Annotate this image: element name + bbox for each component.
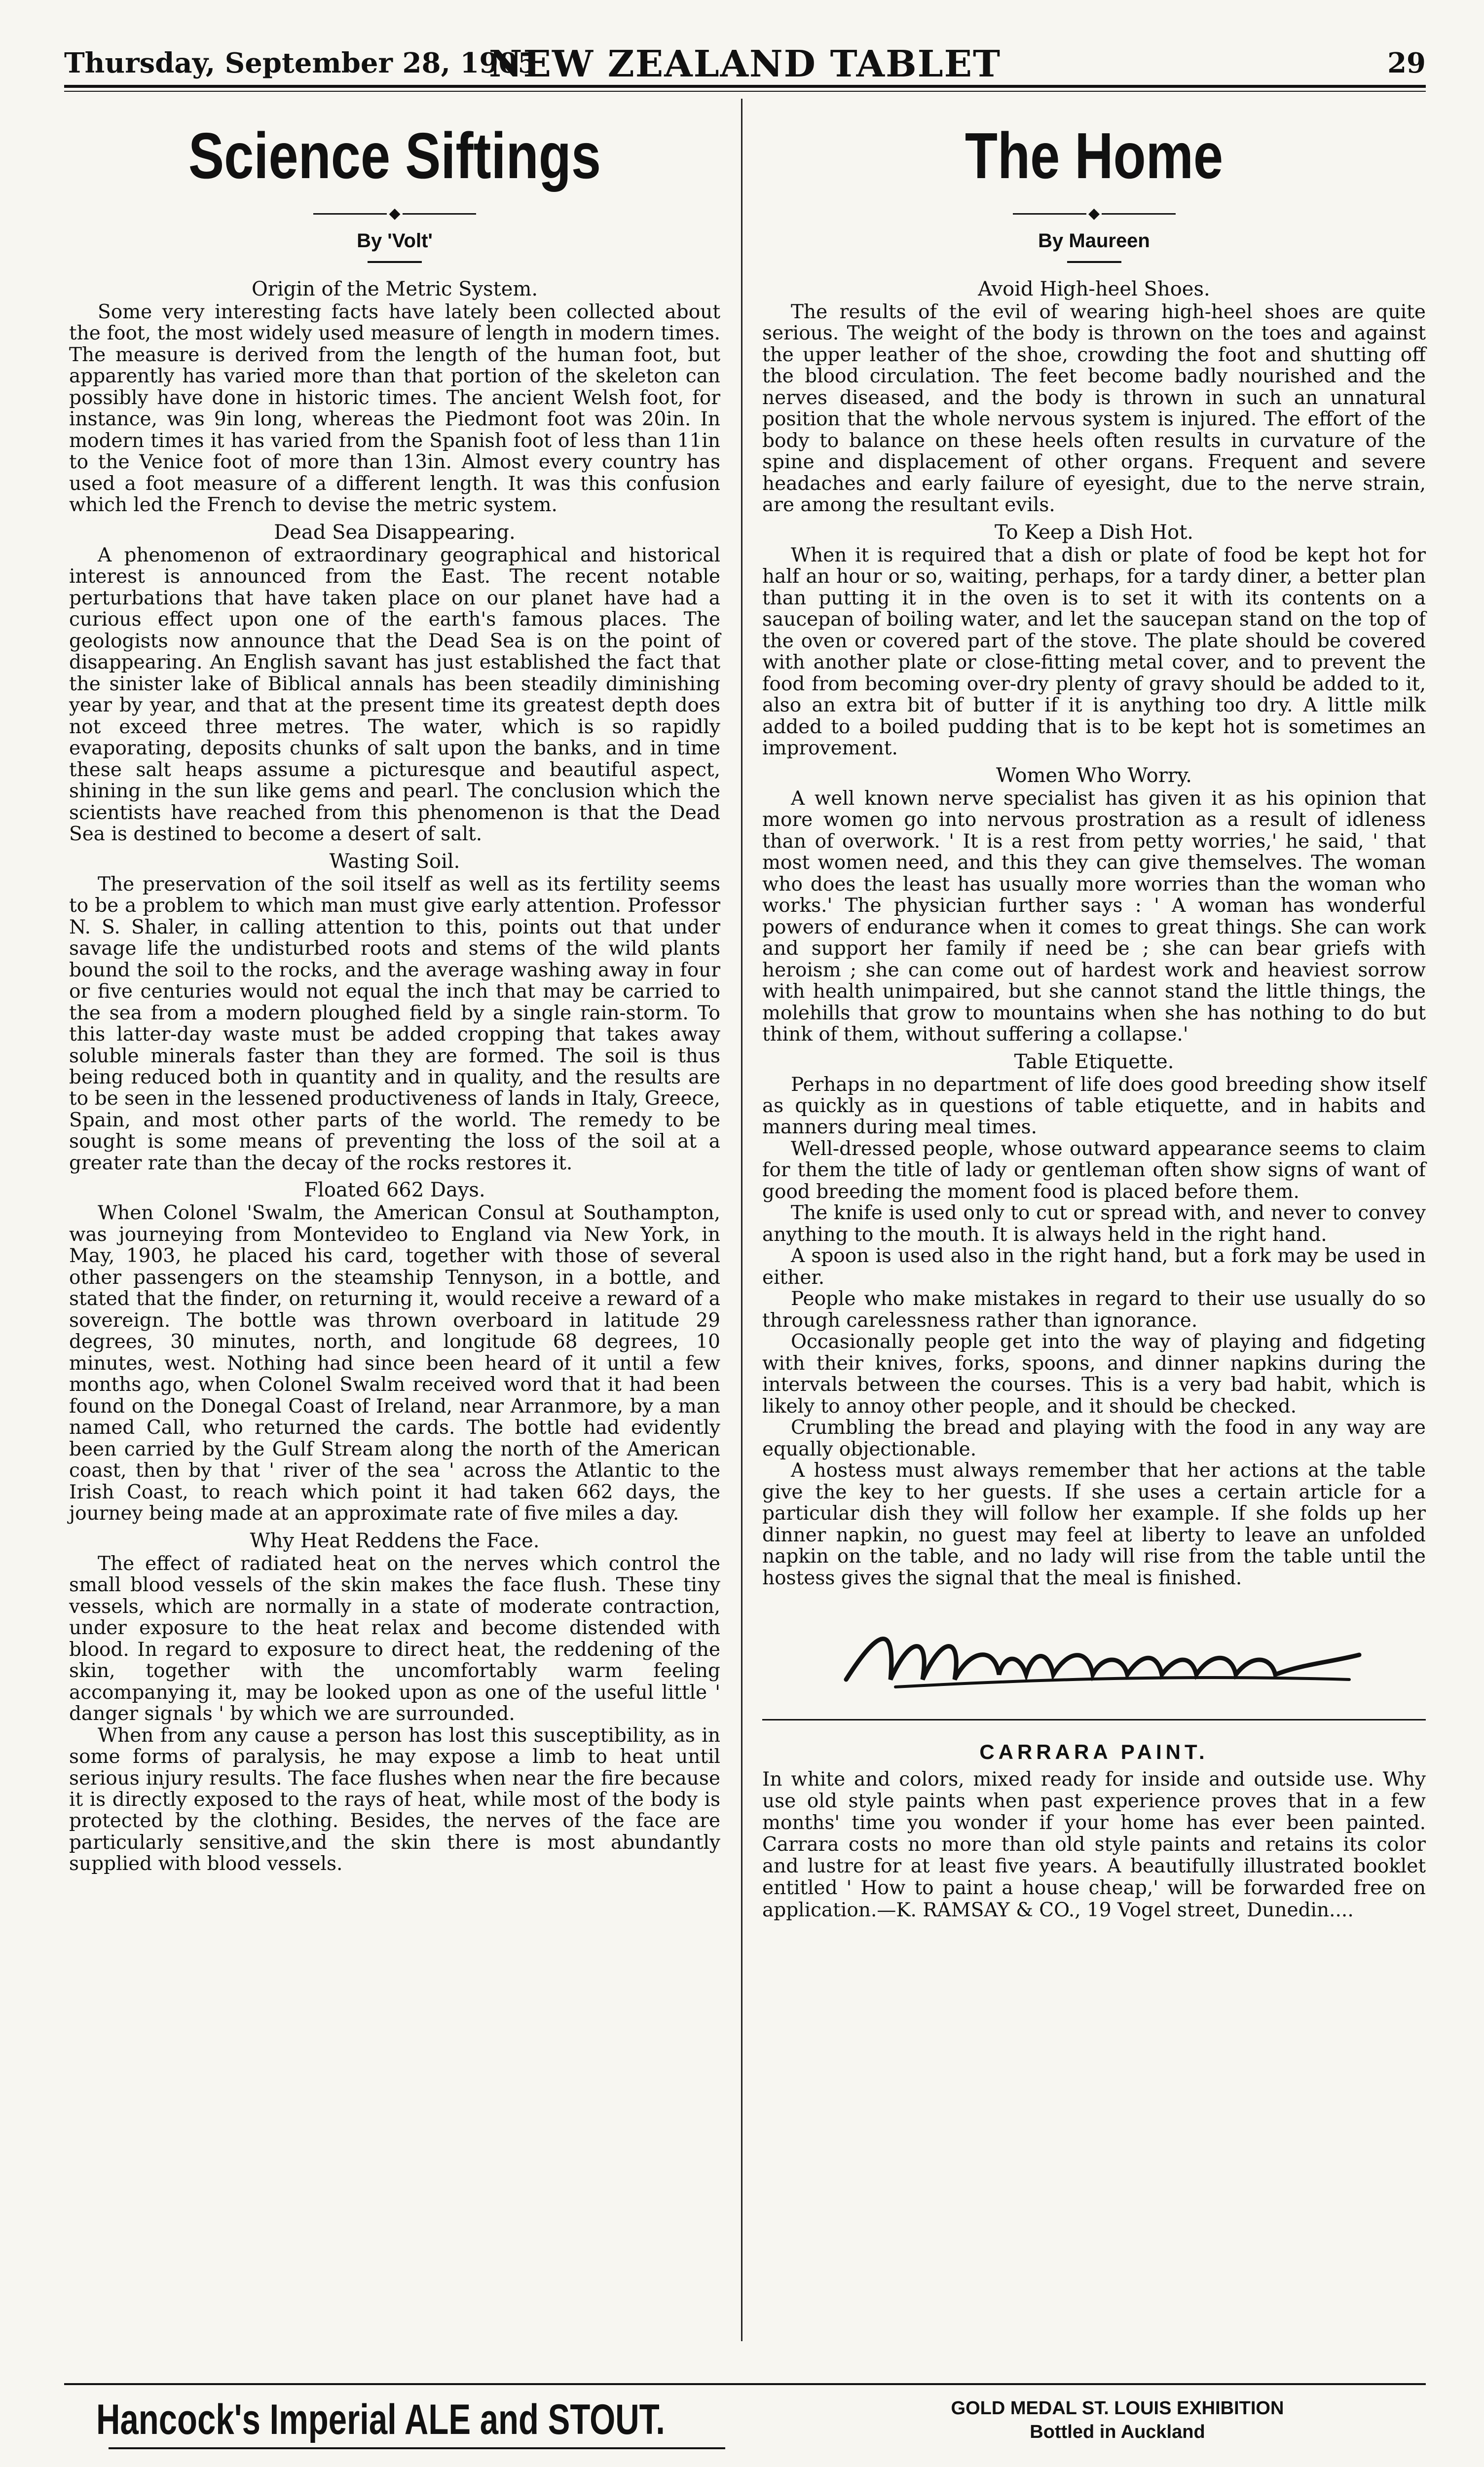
short-rule bbox=[368, 261, 422, 263]
diamond-ornament-icon: ◆ bbox=[389, 205, 401, 222]
title-ornament bbox=[313, 206, 476, 221]
etiquette-paragraph-6: Occasionally people get into the way of playing and fidgeting with their knives, forks, spoons, and dinner napkins during the intervals between the courses. This is a very bad habit, which is likely to annoy other people, and it should be checked. bbox=[762, 1331, 1426, 1418]
hancocks-ale-advert: Hancock's Imperial ALE and STOUT. bbox=[96, 2396, 665, 2443]
heat-face-heading: Why Heat Reddens the Face. bbox=[250, 1529, 540, 1552]
metric-paragraph: Some very interesting facts have lately been collected about the foot, the most widely used measure of length in modern times. The measure is derived from the length of the human foot, but apparently has varied more than that portion of the skeleton can possibly have done in historic times. The ancient Welsh foot, for instance, was 9in long, whereas the Piedmont foot was 20in. In modern times it has varied from the Spanish foot of less than 11in to the Venice foot of more than 13in. Almost every country has used a foot measure of a different length. It was this confusion which led the French to devise the metric system. bbox=[69, 301, 720, 517]
science-section-title: Science Siftings bbox=[188, 119, 601, 192]
carrara-paint-title: CARRARA PAINT. bbox=[979, 1740, 1209, 1764]
etiquette-paragraph-2: Well-dressed people, whose outward appearance seems to claim for them the title of lady or gentleman often show signs of want of good breeding the moment food is placed before them. bbox=[762, 1137, 1426, 1203]
header-rule-thick bbox=[64, 85, 1426, 88]
etiquette-paragraph-5: People who make mistakes in regard to their use usually do so through carelessness rather than ignorance. bbox=[762, 1288, 1426, 1332]
bottled-line: Bottled in Auckland bbox=[1030, 2421, 1205, 2442]
signature-script-icon bbox=[836, 1606, 1369, 1699]
page-header bbox=[64, 43, 1426, 86]
header-rule-thin bbox=[64, 91, 1426, 92]
dead-sea-heading: Dead Sea Disappearing. bbox=[274, 521, 516, 544]
wasting-soil-heading: Wasting Soil. bbox=[329, 850, 460, 873]
heat-face-paragraph-1: The effect of radiated heat on the nerves which control the small blood vessels of the skin makes the face flush. These tiny vessels, which are normally in a state of moderate contraction, under exposure to the heat relax and become distended with blood. In regard to exposure to direct heat, the reddening of the skin, together with the uncomfortably warm feeling accompanying it, may be looked upon as one of the useful little ' danger signals ' by which we are surrounded. bbox=[69, 1552, 720, 1725]
table-etiquette-heading: Table Etiquette. bbox=[1014, 1050, 1174, 1073]
floated-days-heading: Floated 662 Days. bbox=[304, 1179, 485, 1202]
science-byline: By 'Volt' bbox=[357, 230, 433, 252]
etiquette-paragraph-7: Crumbling the bread and playing with the food in any way are equally objectionable. bbox=[762, 1417, 1426, 1460]
science-siftings-column bbox=[69, 109, 720, 1875]
carrara-paint-body: In white and colors, mixed ready for inside and outside use. Why use old style paints when past experience proves that in a few months' time you wonder if your home has ever been painted. Carrara costs no more than old style paints and retains its color and lustre for at least five years. A beautifully illustrated booklet entitled ' How to paint a house cheap,' will be forwarded free on application.—K. RAMSAY & CO., 19 Vogel street, Dunedin.... bbox=[762, 1768, 1426, 1921]
home-byline: By Maureen bbox=[1038, 230, 1150, 252]
gold-medal-notice bbox=[799, 2397, 1436, 2444]
home-section-title: The Home bbox=[965, 119, 1224, 192]
footer-rule bbox=[64, 2383, 1426, 2385]
gold-medal-line: GOLD MEDAL ST. LOUIS EXHIBITION bbox=[951, 2398, 1284, 2419]
metric-heading: Origin of the Metric System. bbox=[251, 278, 538, 300]
column-divider bbox=[741, 99, 742, 2341]
women-worry-paragraph: A well known nerve specialist has given it as his opinion that more women go into nervous prostration as a result of idleness than of overwork. ' It is a rest from petty worries,' he said, ' that most women need, and this they can give themselves. The woman who does the least has usually more worries than the woman who works.' The physician further says : ' A woman has wonderful powers of endurance when it comes to great things. She can work and support her family if need be ; she can bear griefs with heroism ; she can come out of hardest work and heaviest sorrow with health unimpaired, but she cannot stand the little things, the molehills that grow to mountains when she has nothing to do but think of them, without suffering a collapse.' bbox=[762, 787, 1426, 1046]
title-ornament bbox=[1013, 206, 1176, 221]
etiquette-paragraph-3: The knife is used only to cut or spread with, and never to convey anything to the mouth. It is always held in the right hand. bbox=[762, 1202, 1426, 1246]
the-home-column bbox=[762, 109, 1426, 1921]
floated-days-paragraph: When Colonel 'Swalm, the American Consul at Southampton, was journeying from Montevideo to England via New York, in May, 1903, he placed his card, together with those of several other passengers on the steamship Tennyson, in a bottle, and stated that the finder, on returning it, would receive a reward of a sovereign. The bottle was thrown overboard in latitude 29 degrees, 30 minutes, north, and longitude 68 degrees, 10 minutes, west. Nothing had since been heard of it until a few months ago, when Colonel Swalm received word that it had been found on the Donegal Coast of Ireland, near Arranmore, by a man named Call, who returned the cards. The bottle had evidently been carried by the Gulf Stream along the north of the American coast, then by that ' river of the sea ' across the Atlantic to the Irish Coast, to reach which point it had taken 662 days, the journey being made at an approximate rate of five miles a day. bbox=[69, 1202, 720, 1525]
etiquette-paragraph-4: A spoon is used also in the right hand, but a fork may be used in either. bbox=[762, 1245, 1426, 1289]
dish-hot-paragraph: When it is required that a dish or plate of food be kept hot for half an hour or so, waiting, perhaps, for a tardy diner, a better plan than putting it in the oven is to set it with its contents on a saucepan of boiling water, and let the saucepan stand on the top of the oven or covered part of the stove. The plate should be covered with another plate or close-fitting metal cover, and to prevent the food from becoming over-dry plenty of gravy should be added to it, also an extra bit of butter if it is anything too dry. A little milk added to a boiled pudding that is to be kept hot is sometimes an improvement. bbox=[762, 544, 1426, 760]
dead-sea-paragraph: A phenomenon of extraordinary geographical and historical interest is announced from the East. The recent notable perturbations that have taken place on our planet have had a curious effect upon one of the earth's famous places. The geologists now announce that the Dead Sea is on the point of disappearing. An English savant has just established the fact that the sinister lake of Biblical annals has been steadily diminishing year by year, and that at the present time its greatest depth does not exceed three metres. The water, which is so rapidly evaporating, deposits chunks of salt upon the banks, and in time these salt heaps assume a picturesque and beautiful aspect, shining in the sun like gems and pearl. The conclusion which the scientists have reached from this phenomenon is that the Dead Sea is destined to become a desert of salt. bbox=[69, 544, 720, 846]
diamond-ornament-icon: ◆ bbox=[1088, 205, 1100, 222]
heat-face-paragraph-2: When from any cause a person has lost this susceptibility, as in some forms of paralysis, he may expose a limb to heat until serious injury results. The face flushes when near the fire because it is directly exposed to the rays of heat, while most of the body is protected by the clothing. Besides, the nerves of the face are particularly sensitive,and the skin there is most abundantly supplied with blood vessels. bbox=[69, 1724, 720, 1875]
advert-separator-rule bbox=[762, 1719, 1426, 1720]
high-heel-heading: Avoid High-heel Shoes. bbox=[978, 278, 1210, 300]
wasting-soil-paragraph: The preservation of the soil itself as well as its fertility seems to be a problem to which man must give early attention. Professor N. S. Shaler, in calling attention to this, points out that under savage life the undisturbed roots and stems of the wild plants bound the soil to the rocks, and the average washing away in four or five centuries would not equal the inch that may be carried to the sea from a modern ploughed field by a single rain-storm. To this latter-day waste must be added cropping that takes away soluble minerals faster than they are formed. The soil is thus being reduced both in quantity and in quality, and the results are to be seen in the lessened productiveness of lands in Italy, Greece, Spain, and most other parts of the world. The remedy to be sought is some means of preventing the loss of the soil at a greater rate than the decay of the rocks restores it. bbox=[69, 873, 720, 1174]
short-rule bbox=[1067, 261, 1121, 263]
etiquette-paragraph-1: Perhaps in no department of life does good breeding show itself as quickly as in questions of table etiquette, and in habits and manners during meal times. bbox=[762, 1073, 1426, 1139]
dish-hot-heading: To Keep a Dish Hot. bbox=[994, 521, 1194, 544]
ale-underline bbox=[109, 2447, 725, 2449]
masthead-title: NEW ZEALAND TABLET bbox=[488, 43, 1002, 85]
issue-date: Thursday, September 28, 1905 bbox=[64, 47, 537, 79]
etiquette-paragraph-8: A hostess must always remember that her actions at the table give the key to her guests. If she uses a certain article for a particular dish they will follow her example. If she folds up her dinner napkin, no guest may feel at liberty to leave an unfolded napkin on the table, and no lady will rise from the table until the hostess gives the signal that the meal is finished. bbox=[762, 1459, 1426, 1589]
page-number: 29 bbox=[1387, 47, 1426, 79]
women-worry-heading: Women Who Worry. bbox=[996, 764, 1192, 787]
maureen-signature bbox=[762, 1606, 1426, 1704]
high-heel-paragraph: The results of the evil of wearing high-heel shoes are quite serious. The weight of the body is thrown on the toes and against the upper leather of the shoe, crowding the foot and shutting off the blood circulation. The feet become badly nourished and the nerves diseased, and the body is thrown in such an unnatural position that the whole nervous system is injured. The effort of the body to balance on these heels often results in curvature of the spine and displacement of other organs. Frequent and severe headaches and early failure of eyesight, due to the nerve strain, are among the resultant evils. bbox=[762, 301, 1426, 517]
